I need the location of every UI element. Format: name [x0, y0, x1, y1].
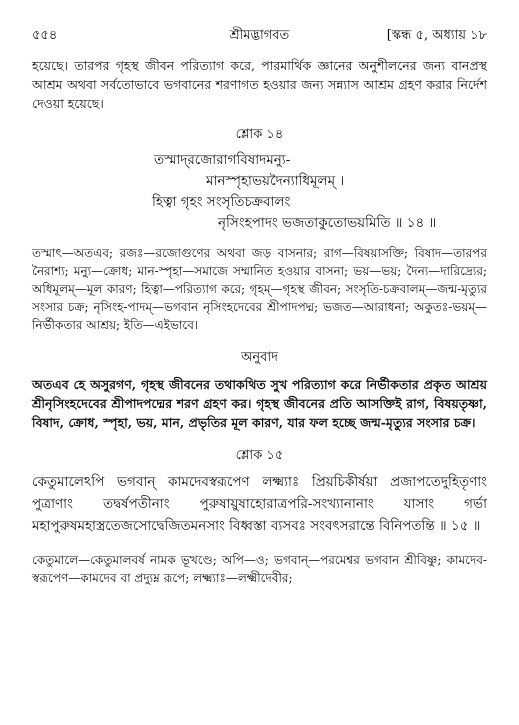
verse-line: হিত্বা গৃহং সংসৃতিচক্রবালং	[152, 194, 291, 210]
page-number: ৫৫৪	[32, 28, 58, 43]
verse-14-heading: শ্লোক ১৪	[235, 127, 284, 142]
translation-text: অতএব হে অসুরগণ, গৃহস্থ জীবনের তথাকথিত সুখ পরিত্যাগ করে নির্ভীকতার প্রকৃত আশ্রয় শ্রীনৃসিংহদেবের শ্রীপাদপদ্মের শরণ গ্রহণ কর। গৃহস্থ জীবনের প্রতি আসক্তিই রাগ, বিষয়তৃষ্ণা, বিষাদ, ক্রোধ, স্পৃহা, ভয়, মান, প্রভৃতির মূল কারণ, যার ফল হচ্ছে জন্ম-মৃত্যুর সংসার চক্র।	[32, 377, 487, 430]
verse-line: তস্মাদ্‌রজোরাগবিষাদমন্যু-	[154, 152, 291, 168]
purport-paragraph: হয়েছে। তারপর গৃহস্থ জীবন পরিত্যাগ করে, পারমার্থিক জ্ঞানের অনুশীলনের জন্য বানপ্রস্থ আশ্রম অথবা সর্বতোভাবে ভগবানের শরণাগত হওয়ার জন্য সন্ন্যাস আশ্রম গ্রহণ করার নির্দেশ দেওয়া হয়েছে।	[32, 58, 487, 111]
synonyms-15: কেতুমালে—কেতুমালবর্ষ নামক ভূখণ্ডে; অপি—ও; ভগবান্—পরমেশ্বর ভগবান শ্রীবিষ্ণু; কামদেব-স্বরূপেণ—কামদেব বা প্রদ্যুম্ন রূপে; লক্ষ্ম্যাঃ—লক্ষ্মীদেবীর;	[32, 552, 487, 585]
verse-line: মানস্পৃহাভয়দৈন্যাধিমূলম্ ।	[206, 173, 345, 189]
verse-15-text: কেতুমালেঽপি ভগবান্ কামদেবস্বরূপেণ লক্ষ্ম্যাঃ প্রিয়চিকীর্ষয়া প্রজাপতেদুহিতৃণাং পুত্রাণাং তদ্বর্ষপতীনাং পুরুষায়ুষাহোরাত্রপরি-সংখ্যানানাং যাসাং গর্ভা মহাপুরুষমহাস্ত্রতেজসোদ্বেজিতমনসাং বিধ্বস্তা ব্যসবঃ সংবৎসরান্তে বিনিপতন্তি ॥ ১৫ ॥	[32, 474, 487, 534]
verse-15-heading: শ্লোক ১৫	[235, 448, 284, 463]
book-title: শ্রীমদ্ভাগবত	[229, 28, 290, 43]
page-header	[32, 26, 487, 48]
synonyms-14: তস্মাৎ—অতএব; রজঃ—রজোগুণের অথবা জড় বাসনার; রাগ—বিষয়াসক্তি; বিষাদ—তারপর নৈরাশ্য; মন্যু—ক্রোধ; মান-স্পৃহা—সমাজে সম্মানিত হওয়ার বাসনা; ভয়—ভয়; দৈন্য—দারিদ্র্যের; অধিমূলম্—মূল কারণ; হিত্বা—পরিত্যাগ করে; গৃহম্—গৃহস্থ জীবন; সংসৃতি-চক্রবালম্—জন্ম-মৃত্যুর সংসার চক্র; নৃসিংহ-পাদম্—ভগবান নৃসিংহদেবের শ্রীপাদপদ্ম; ভজত—আরাধনা; অকুতঃ-ভয়ম্—নির্ভীকতার আশ্রয়; ইতি—এইভাবে।	[32, 246, 487, 332]
verse-14-text	[32, 150, 487, 234]
verse-line: নৃসিংহপাদং ভজতাকুতোভয়মিতি ॥ ১৪ ॥	[218, 215, 437, 231]
chapter-reference: [স্কন্ধ ৫, অধ্যায় ১৮	[386, 28, 487, 43]
translation-heading: অনুবাদ	[241, 350, 278, 365]
